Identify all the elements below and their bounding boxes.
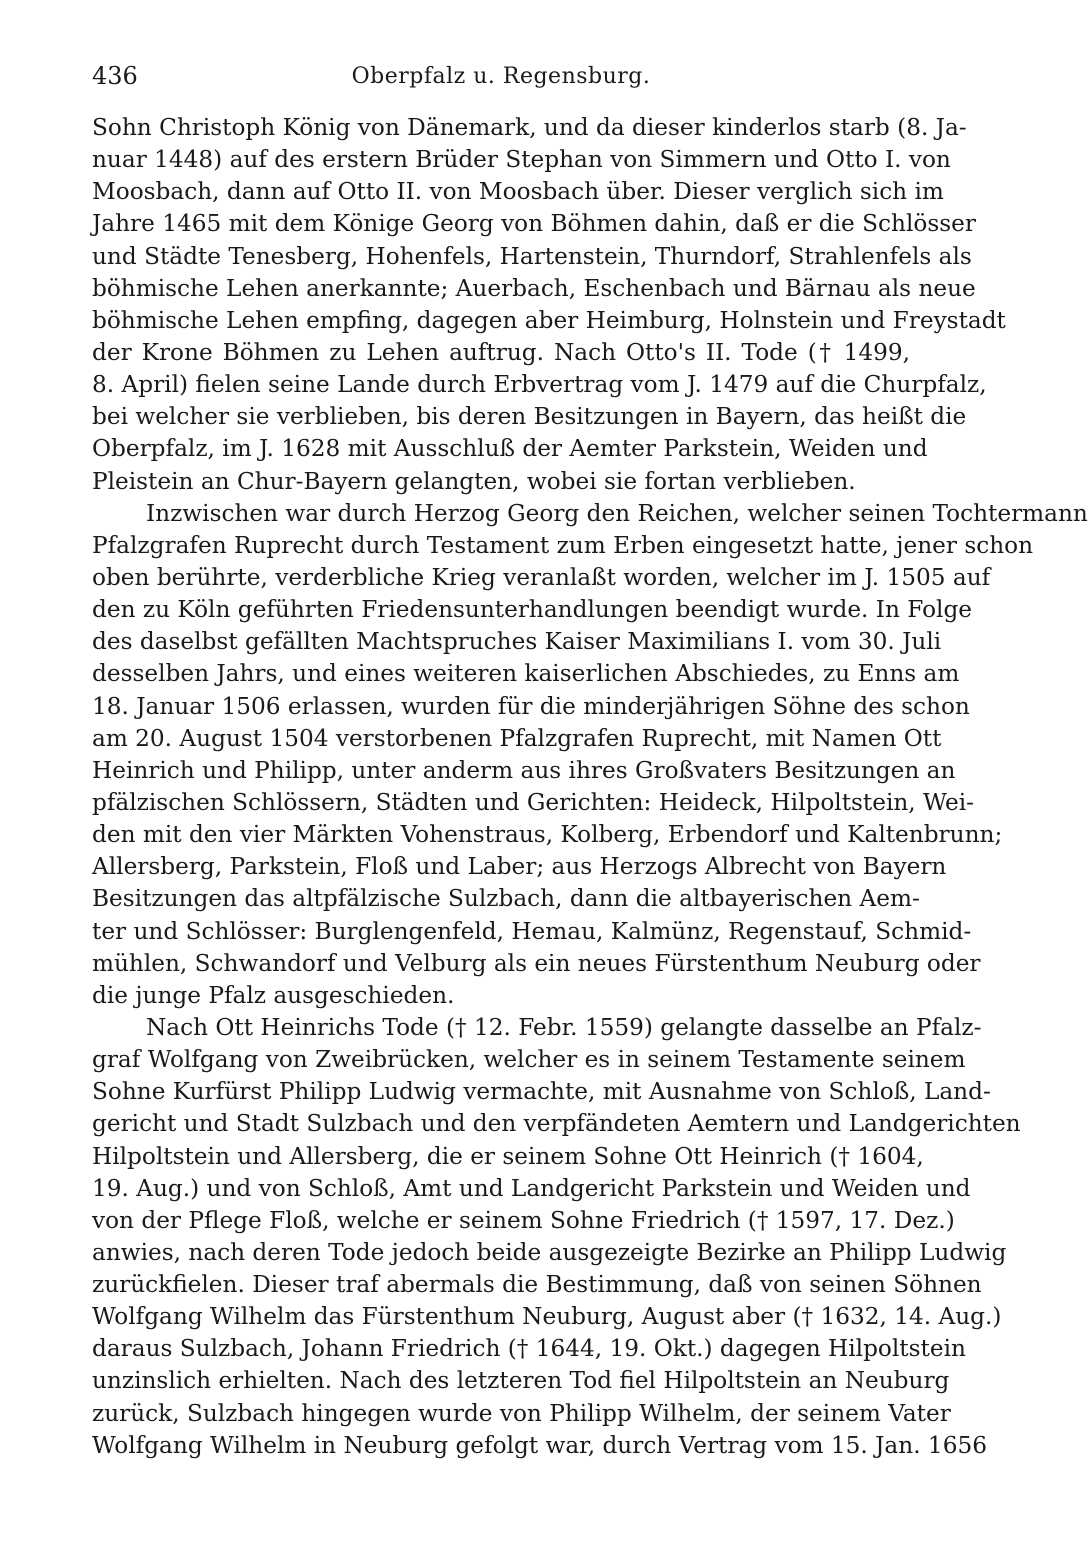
text-line: Wolfgang Wilhelm in Neuburg gefolgt war, durch Vertrag vom 15. Jan. 1656 xyxy=(92,1431,987,1459)
page-number: 436 xyxy=(92,62,138,90)
text-line: den mit den vier Märkten Vohenstraus, Kolberg, Erbendorf und Kaltenbrunn; xyxy=(92,821,1003,849)
text-line: 8. April) fielen seine Lande durch Erbvertrag vom J. 1479 auf die Churpfalz, xyxy=(92,371,987,399)
text-line: Oberpfalz, im J. 1628 mit Ausschluß der Aemter Parkstein, Weiden und xyxy=(92,435,928,463)
text-line: mühlen, Schwandorf und Velburg als ein neues Fürstenthum Neuburg oder xyxy=(92,949,981,977)
text-line: böhmische Lehen anerkannte; Auerbach, Eschenbach und Bärnau als neue xyxy=(92,274,976,302)
text-line: die junge Pfalz ausgeschieden. xyxy=(92,981,455,1009)
text-line: den zu Köln geführten Friedensunterhandlungen beendigt wurde. In Folge xyxy=(92,596,973,624)
text-line: daraus Sulzbach, Johann Friedrich († 1644, 19. Okt.) dagegen Hilpoltstein xyxy=(92,1335,966,1363)
text-line: am 20. August 1504 verstorbenen Pfalzgrafen Ruprecht, mit Namen Ott xyxy=(92,724,942,752)
text-line: zurück, Sulzbach hingegen wurde von Philipp Wilhelm, der seinem Vater xyxy=(92,1399,951,1427)
text-line: graf Wolfgang von Zweibrücken, welcher es in seinem Testamente seinem xyxy=(92,1046,966,1074)
text-line: zurückfielen. Dieser traf abermals die Bestimmung, daß von seinen Söhnen xyxy=(92,1271,982,1299)
text-line: nuar 1448) auf des erstern Brüder Stephan von Simmern und Otto I. von xyxy=(92,146,951,174)
text-line: Pfalzgrafen Ruprecht durch Testament zum Erben eingesetzt hatte, jener schon xyxy=(92,531,1034,559)
text-line: gericht und Stadt Sulzbach und den verpfändeten Aemtern und Landgerichten xyxy=(92,1110,1021,1138)
text-line: desselben Jahrs, und eines weiteren kaiserlichen Abschiedes, zu Enns am xyxy=(92,660,960,688)
text-line: Pleistein an Chur-Bayern gelangten, wobei sie fortan verblieben. xyxy=(92,467,856,495)
text-line: und Städte Tenesberg, Hohenfels, Hartenstein, Thurndorf, Strahlenfels als xyxy=(92,242,972,270)
text-line: Nach Ott Heinrichs Tode († 12. Febr. 1559) gelangte dasselbe an Pfalz- xyxy=(146,1013,982,1041)
text-line: von der Pflege Floß, welche er seinem Sohne Friedrich († 1597, 17. Dez.) xyxy=(92,1206,955,1234)
text-line: ter und Schlösser: Burglengenfeld, Hemau, Kalmünz, Regenstauf, Schmid- xyxy=(92,917,972,945)
text-line: böhmische Lehen empfing, dagegen aber Heimburg, Holnstein und Freystadt xyxy=(92,306,1006,334)
page-header xyxy=(92,62,910,102)
text-line: Jahre 1465 mit dem Könige Georg von Böhmen dahin, daß er die Schlösser xyxy=(92,210,976,238)
text-line: Wolfgang Wilhelm das Fürstenthum Neuburg, August aber († 1632, 14. Aug.) xyxy=(92,1303,1002,1331)
text-line: Inzwischen war durch Herzog Georg den Reichen, welcher seinen Tochtermann xyxy=(146,499,1088,527)
text-line: 19. Aug.) und von Schloß, Amt und Landgericht Parkstein und Weiden und xyxy=(92,1174,971,1202)
text-line: Sohne Kurfürst Philipp Ludwig vermachte, mit Ausnahme von Schloß, Land- xyxy=(92,1078,991,1106)
text-line: des daselbst gefällten Machtspruches Kaiser Maximilians I. vom 30. Juli xyxy=(92,628,942,656)
text-line: der Krone Böhmen zu Lehen auftrug. Nach Otto's II. Tode († 1499, xyxy=(92,338,910,366)
text-line: Heinrich und Philipp, unter anderm aus ihres Großvaters Besitzungen an xyxy=(92,756,956,784)
body-text xyxy=(92,112,1088,1462)
text-line: pfälzischen Schlössern, Städten und Gerichten: Heideck, Hilpoltstein, Wei- xyxy=(92,788,974,816)
text-line: Allersberg, Parkstein, Floß und Laber; aus Herzogs Albrecht von Bayern xyxy=(92,853,947,881)
text-line: Moosbach, dann auf Otto II. von Moosbach über. Dieser verglich sich im xyxy=(92,178,944,206)
text-line: oben berührte, verderbliche Krieg veranlaßt worden, welcher im J. 1505 auf xyxy=(92,563,991,591)
text-line: bei welcher sie verblieben, bis deren Besitzungen in Bayern, das heißt die xyxy=(92,403,967,431)
book-page xyxy=(92,62,1088,1462)
text-line: Hilpoltstein und Allersberg, die er seinem Sohne Ott Heinrich († 1604, xyxy=(92,1142,924,1170)
text-line: Besitzungen das altpfälzische Sulzbach, dann die altbayerischen Aem- xyxy=(92,885,920,913)
text-line: unzinslich erhielten. Nach des letzteren Tod fiel Hilpoltstein an Neuburg xyxy=(92,1367,950,1395)
running-title: Oberpfalz u. Regensburg. xyxy=(351,64,651,89)
text-line: anwies, nach deren Tode jedoch beide ausgezeigte Bezirke an Philipp Ludwig xyxy=(92,1238,1007,1266)
text-line: 18. Januar 1506 erlassen, wurden für die minderjährigen Söhne des schon xyxy=(92,692,970,720)
text-line: Sohn Christoph König von Dänemark, und da dieser kinderlos starb (8. Ja- xyxy=(92,114,967,141)
